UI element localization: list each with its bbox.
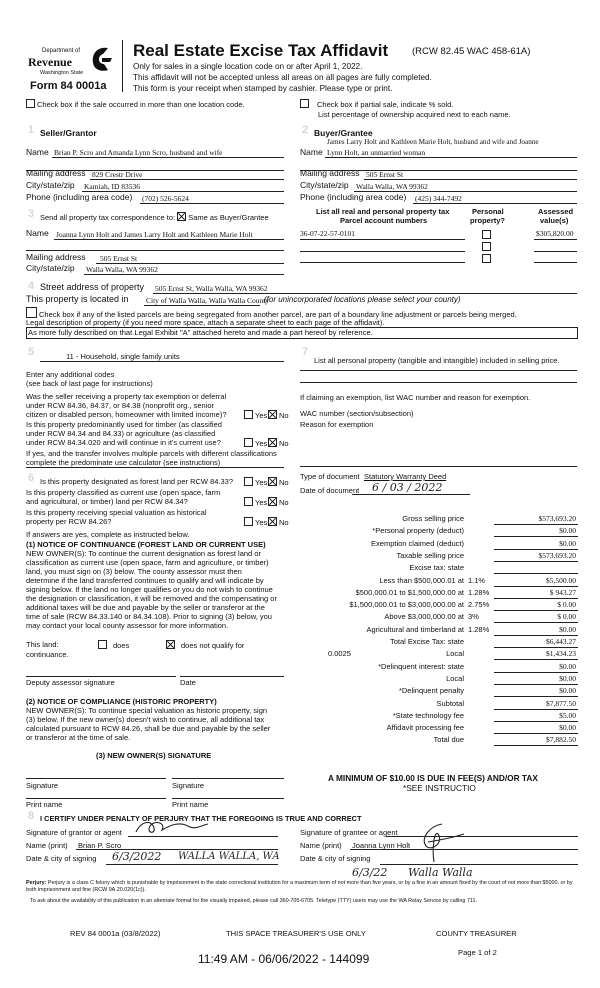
s5-q1a: Was the seller receiving a property tax exemption or deferral [26,392,227,401]
grantee-date-line [380,864,578,865]
assessed-header-1: Assessed [538,207,574,216]
segregated-check[interactable]: Check box if any of the listed parcels are being segregated from another parcel, are part of a boundary line adjustment or parcels being merged. [26,307,517,319]
exemption-label: If claiming an exemption, list WAC number and reason for exemption. [300,393,531,402]
tax-row-label: Total due [433,735,464,744]
assessed-line-2 [534,251,577,252]
notice-continuance-heading: (1) NOTICE OF CONTINUANCE (FOREST LAND OR CURRENT USE) [26,540,266,549]
tax-row-value[interactable]: $ 0.00 [557,612,576,621]
buyer-city[interactable]: Walla Walla, WA 99362 [356,182,428,191]
revenue-emblem-icon [88,44,114,74]
certify-statement: I CERTIFY UNDER PENALTY OF PERJURY THAT THE FOREGOING IS TRUE AND CORRECT [40,814,362,823]
tax-rate: 3% [468,612,479,621]
tax-row-label: Local [446,649,464,658]
reason-label: Reason for exemption [300,420,374,429]
s6-q2a: Is this property classified as current use (open space, farm [26,488,221,497]
tax-row-label: Local [446,674,464,683]
personal-line-1 [300,370,577,371]
deputy-sig-line [26,676,176,677]
tax-row-label: *Personal property (deduct) [372,526,464,535]
county-treasurer: COUNTY TREASURER [436,929,517,938]
tax-row-label: Subtotal [436,699,464,708]
tax-row-label: Exemption claimed (deduct) [371,539,464,548]
grantee-sig-line [386,836,578,837]
continuance-line: the designation or classification, it will be removed and the compensating or [26,594,277,603]
s6-q3-no[interactable]: No [268,517,289,527]
tax-row-line [494,622,578,623]
s5-q1-yes[interactable]: Yes [244,410,267,420]
seller-phone[interactable]: (702) 526-5624 [142,194,189,203]
compliance-line: NEW OWNER(S): To continue special valuation as historic property, sign [26,706,268,715]
parcel-header-2: Parcel account numbers [340,216,428,225]
tax-row-label: Total Excise Tax: state [389,637,464,646]
notice-compliance-heading: (2) NOTICE OF COMPLIANCE (HISTORIC PROPERTY) [26,697,217,706]
correspondence-mailing-line [96,263,284,264]
grantor-date-label: Date & city of signing [26,854,97,863]
personal-line-2 [300,382,577,383]
located-label: This property is located in [26,294,129,304]
rcw-ref: (RCW 82.45 WAC 458-61A) [412,46,531,57]
s6-q1-yes[interactable]: Yes [244,477,267,487]
street-line [153,293,577,294]
tax-row-line [494,549,578,550]
s5-end-line [26,467,284,468]
tax-row-line [494,721,578,722]
seller-name-label: Name [26,147,49,157]
notice-compliance-text [26,706,270,742]
additional-codes-2: (see back of last page for instructions) [26,379,153,388]
legal-description-label: Legal description of property (if you need more space, attach a separate sheet to each page of the affidavit). [26,318,385,327]
partial-sale-note: List percentage of ownership acquired next to each name. [318,110,511,119]
owner-signature-label-1: Signature [26,781,59,790]
continuance-label: continuance. [26,650,69,659]
tax-row-label: $500,000.01 to $1,500,000.00 at [355,588,464,597]
owner-print-line-2 [172,798,284,799]
section-7-number: 7 [302,346,309,358]
doc-type-label: Type of document [300,472,360,481]
continuance-line: determine if the land transferred continues to qualify and will indicate by [26,576,264,585]
grantor-date[interactable]: 6/3/2022 [112,850,162,863]
local-rate: 0.0025 [328,649,351,658]
personal-header-2: property? [470,216,506,225]
tax-row-line [494,647,578,648]
seller-phone-label: Phone (including area code) [26,192,133,202]
section-3-number: 3 [28,208,35,220]
recording-stamp: 11:49 AM - 06/06/2022 - 144099 [198,952,370,966]
street-label: Street address of property [40,282,145,292]
buyer-heading: Buyer/Grantee [314,128,373,138]
street-address[interactable]: 505 Ernst St, Walla Walla, WA 99362 [155,284,268,293]
treasurer-use-only: THIS SPACE TREASURER'S USE ONLY [226,929,366,938]
deputy-date-label: Date [180,678,196,687]
buyer-phone-line [413,203,577,204]
parcel-header-1: List all real and personal property tax [316,207,450,216]
seller-city[interactable]: Kamiah, ID 83536 [84,182,141,191]
grantor-print[interactable]: Brian P. Scro [78,841,122,850]
continuance-line: land, you must sign on (3) below. The county assessor must then [26,567,242,576]
use-code[interactable]: 11 - Household, single family units [66,352,180,361]
tax-row-line [494,709,578,710]
buyer-name-extra[interactable]: James Larry Holt and Kathleen Marie Holt, husband and wife and Joanne [327,138,539,146]
correspondence-blank-line [26,250,284,251]
tax-row-value[interactable]: $0.00 [559,539,576,548]
seller-name-line [52,157,284,158]
tax-rate: 1.28% [468,625,490,634]
tax-row-label: Agricultural and timberland at [366,625,464,634]
tax-row-value[interactable]: $0.00 [559,686,576,695]
checkbox[interactable] [26,99,35,108]
parcel-line-2 [300,251,465,252]
s5-q3b: complete the predominate use calculator (see instructions) [26,458,221,467]
s6-q1-no[interactable]: No [268,477,289,487]
correspondence-city-line [84,274,284,275]
tax-row-line [494,659,578,660]
tax-row-label: Less than $500,000.01 at [379,576,464,585]
minimum-due: A MINIMUM OF $10.00 IS DUE IN FEE(S) AND/OR TAX [328,773,538,783]
s6-q1: Is this property designated as forest land per RCW 84.33? [40,477,234,486]
partial-sale-check[interactable]: Check box if partial sale, indicate % sold. [300,99,453,109]
dept-line2: Revenue [28,55,72,69]
tax-row-line [494,635,578,636]
located-value[interactable]: City of Walla Walla, Walla Walla County [146,296,270,305]
correspondence-city-label: City/state/zip [26,263,75,273]
s6-q3a: Is this property receiving special valuation as historical [26,508,207,517]
grantor-sig-line [128,836,278,837]
legal-description-value: As more fully described on that Legal Exhibit "A" attached hereto and made a part hereof by reference. [28,328,373,337]
tax-row-value[interactable]: $ 943.27 [549,588,576,597]
tax-row-label: $1,500,000.01 to $3,000,000.00 at [349,600,464,609]
buyer-city-label: City/state/zip [300,180,349,190]
buyer-mailing[interactable]: 505 Ernst St [366,170,404,179]
this-land-label: This land: [26,640,59,649]
buyer-name-line [325,157,577,158]
tax-row-label: Above $3,000,000.00 at [384,612,464,621]
dept-line1: Department of [42,48,81,54]
subtitle-3: This form is your receipt when stamped by cashier. Please type or print. [133,84,393,93]
does-qualify-check[interactable]: does [98,640,129,650]
owner-sig-line-2 [172,778,284,779]
buyer-name[interactable]: Lynn Holt, an unmarried woman [327,148,426,157]
tax-row-value[interactable]: $7,877.50 [546,699,576,708]
tax-row-line [494,610,578,611]
assessed-header-2: value(s) [540,216,569,225]
assessed-value[interactable]: $305,820.00 [536,229,574,238]
tax-row-line [494,733,578,734]
seller-name[interactable]: Brian P. Scro and Amanda Lynn Scro, husband and wife [54,148,223,157]
correspondence-name-line [54,239,284,240]
section-5-number: 5 [28,346,35,358]
same-as-buyer-checkbox[interactable] [177,212,186,221]
grantee-sig-label: Signature of grantee or agent [300,828,398,837]
tax-row-line [494,696,578,697]
section-2-number: 2 [302,124,309,136]
seller-phone-line [140,203,284,204]
buyer-phone[interactable]: (425) 344-7492 [415,194,462,203]
grantor-signature[interactable] [132,818,212,838]
s6-q3b: property per RCW 84.26? [26,517,112,526]
continuance-line: NEW OWNER(S): To continue the current designation as forest land or [26,549,261,558]
does-not-qualify-check[interactable]: does not qualify for [166,640,244,650]
doc-type[interactable]: Statutory Warranty Deed [364,472,447,481]
buyer-phone-label: Phone (including area code) [300,192,407,202]
s5-q2-yes[interactable]: Yes [244,438,267,448]
assessed-line-1 [534,239,577,240]
tax-row-value[interactable]: $0.00 [559,723,576,732]
seller-heading: Seller/Grantor [40,128,97,138]
personal-property-label: List all personal property (tangible and intangible) included in selling price. [314,356,560,365]
reason-line [300,466,577,467]
tax-rate: 1.28% [468,588,490,597]
grantor-date-line [106,864,278,865]
grantee-date[interactable]: 6/3/22 [352,866,388,879]
personal-checkbox-2[interactable] [482,242,493,252]
tax-row-value[interactable]: $5,500.00 [546,576,576,585]
parcel-line-1 [300,239,465,240]
s5-q1-no[interactable]: No [268,410,289,420]
checkbox[interactable] [300,99,309,108]
grantee-print[interactable]: Joanna Lynn Holt [352,841,411,850]
buyer-name-label: Name [300,147,323,157]
tax-row-value[interactable]: $573,693.20 [538,551,576,560]
grantor-print-label: Name (print) [26,841,68,850]
tax-row-line [494,672,578,673]
additional-codes: Enter any additional codes [26,370,115,379]
s6-q3-yes[interactable]: Yes [244,517,267,527]
section-4-number: 4 [28,280,35,292]
subtitle-2: This affidavit will not be accepted unless all areas on all pages are fully completed. [133,73,432,82]
tax-row-value[interactable]: $0.00 [559,674,576,683]
correspondence-name[interactable]: Joanna Lynn Holt and James Larry Holt and Kathleen Marie Holt [56,230,253,239]
doc-date-line [352,494,470,495]
tax-row-value[interactable]: $0.00 [559,526,576,535]
tax-row-label: *Delinquent penalty [398,686,464,695]
tax-row-label: Excise tax: state [409,563,464,572]
tax-row-line [494,536,578,537]
parcel-line-3 [300,262,465,263]
s5-q2c: under RCW 84.34.020 and will continue in it's current use? [26,438,221,447]
tax-row-line [494,561,578,562]
grantee-print-line [350,849,578,850]
correspondence-name-label: Name [26,228,49,238]
continuance-line: time of sale (RCW 84.33.140 or 84.34.108). Prior to signing (3) below, you [26,612,272,621]
parcel-number[interactable]: 36-07-22-57-0101 [300,229,355,238]
tax-row-value[interactable]: $6,443.27 [546,637,576,646]
revision: REV 84 0001a (03/8/2022) [70,929,161,938]
tax-row-line [494,586,578,587]
correspondence-label: Send all property tax correspondence to: Same as Buyer/Grantee [40,213,269,222]
notice-continuance-text [26,549,277,630]
grantee-date-label: Date & city of signing [300,854,371,863]
s5-q2a: Is this property predominantly used for timber (as classified [26,420,222,429]
tax-row-value[interactable]: $7,882.50 [546,735,576,744]
wac-label: WAC number (section/subsection) [300,409,414,418]
tax-row-label: *Delinquent interest: state [378,662,464,671]
assessed-line-3 [534,262,577,263]
s5-q3a: If yes, and the transfer involves multiple parcels with different classifications [26,449,277,458]
compliance-line: calculated pursuant to RCW 84.26, shall be due and payable by the seller [26,724,271,733]
form-number: Form 84 0001a [30,80,107,92]
seller-mailing[interactable]: 829 Crestr Drive [92,170,143,179]
continuance-line: classification as current use (open space, farm and agriculture, or timber) [26,558,269,567]
personal-checkbox-3[interactable] [482,254,493,264]
tax-row-label: *State technology fee [392,711,464,720]
personal-header-1: Personal [472,207,504,216]
tax-row-value[interactable]: $ 0.00 [557,600,576,609]
correspondence-mailing-label: Mailing address [26,252,86,262]
s6-q2-no[interactable]: No [268,497,289,507]
located-line [144,305,260,306]
grantee-city[interactable]: Walla Walla [408,866,473,879]
s5-q2b: under RCW 84.34 and 84.33) or agriculture (as classified [26,429,216,438]
owner-signature-label-2: Signature [172,781,205,790]
perjury-notice: Perjury: Perjury is a class C felony which is punishable by imprisonment in the state correctional institution for a maximum term of not more than five years, or by a fine in an amount fixed by the court of not more than $5000, or by both imprisonment and fine (RCW 9A.20.020(1c)). [26,880,573,893]
header-divider [122,40,123,92]
tax-row-line [494,524,578,525]
doc-date[interactable]: 6 / 03 / 2022 [372,481,443,494]
tax-row-value[interactable]: $5.00 [559,711,576,720]
owner-print-label-2: Print name [172,800,209,809]
tax-row-label: Taxable selling price [396,551,464,560]
continuance-line: may contact your local county assessor for more information. [26,621,229,630]
tax-rate: 1.1% [468,576,486,585]
tax-row-line [494,573,578,574]
s5-q2-no[interactable]: No [268,438,289,448]
s6-q2-yes[interactable]: Yes [244,497,267,507]
owner-sig-line-1 [26,778,166,779]
owner-print-line-1 [26,798,166,799]
personal-checkbox-1[interactable] [482,230,493,240]
deputy-signature-label: Deputy assessor signature [26,678,115,687]
see-instructions: *SEE INSTRUCTIO [403,783,476,793]
grantor-sig-label: Signature of grantor or agent [26,828,122,837]
section-6-number: 6 [28,472,35,484]
continuance-line: signing below. If the land no longer qualifies or you do not wish to continue [26,585,273,594]
section-8-number: 8 [28,810,35,822]
multi-location-check[interactable]: Check box if the sale occurred in more than one location code. [26,99,245,109]
subtitle-1: Only for sales in a single location code on or after April 1, 2022. [133,62,363,71]
tax-row-line [494,745,578,746]
seller-city-label: City/state/zip [26,180,75,190]
compliance-line: (3) below. If the new owner(s) doesn't wish to continue, all additional tax [26,715,265,724]
correspondence-mailing[interactable]: 505 Ernst St [100,254,138,263]
located-hint: (for unincorporated locations please select your county) [264,295,461,304]
grantor-city[interactable]: WALLA WALLA, WA [178,851,280,862]
page-title: Real Estate Excise Tax Affidavit [133,41,389,60]
s6-q4: If answers are yes, complete as instructed below. [26,530,190,539]
dept-line3: Washington State [40,70,84,76]
grantor-print-line [76,849,278,850]
tax-rate: 2.75% [468,600,490,609]
seller-mailing-line [90,179,284,180]
tax-row-label: Gross selling price [402,514,464,523]
continuance-line: additional taxes will be due and payable by the seller or transferor at the [26,603,265,612]
buyer-mailing-line [364,179,577,180]
page-number: Page 1 of 2 [458,948,497,957]
ada-notice: To ask about the availability of this publication in an alternate format for the visually impaired, please call 360-705-6705. Teletype (TTY) users may use the WA Relay Service by calling 711. [30,898,477,904]
buyer-mailing-label: Mailing address [300,168,360,178]
tax-row-value[interactable]: $0.00 [559,625,576,634]
s5-q1b: under RCW 84.36, 84.37, or 84.38 (nonprofit org., senior [26,401,215,410]
deputy-date-line [180,676,284,677]
s5-q1c: citizen or disabled person, homeowner with limited income)? [26,410,227,419]
doc-date-label: Date of document [300,486,360,495]
owner-print-label-1: Print name [26,800,63,809]
tax-row-value[interactable]: $0.00 [559,662,576,671]
s6-q2b: and agricultural, or timber) land per RCW 84.34? [26,497,188,506]
tax-row-value[interactable]: $573,693.20 [538,514,576,523]
new-owner-signature-heading: (3) NEW OWNER(S) SIGNATURE [96,751,212,760]
compliance-line: or transferor at the time of sale. [26,733,131,742]
seller-mailing-label: Mailing address [26,168,86,178]
tax-row-value[interactable]: $1,434.23 [546,649,576,658]
tax-row-line [494,684,578,685]
tax-row-line [494,598,578,599]
tax-row-label: Affidavit processing fee [386,723,464,732]
correspondence-city[interactable]: Walla Walla, WA 99362 [86,265,158,274]
section-1-number: 1 [28,124,35,136]
grantee-print-label: Name (print) [300,841,342,850]
use-code-line [40,361,284,362]
grantee-signature[interactable] [408,820,468,864]
